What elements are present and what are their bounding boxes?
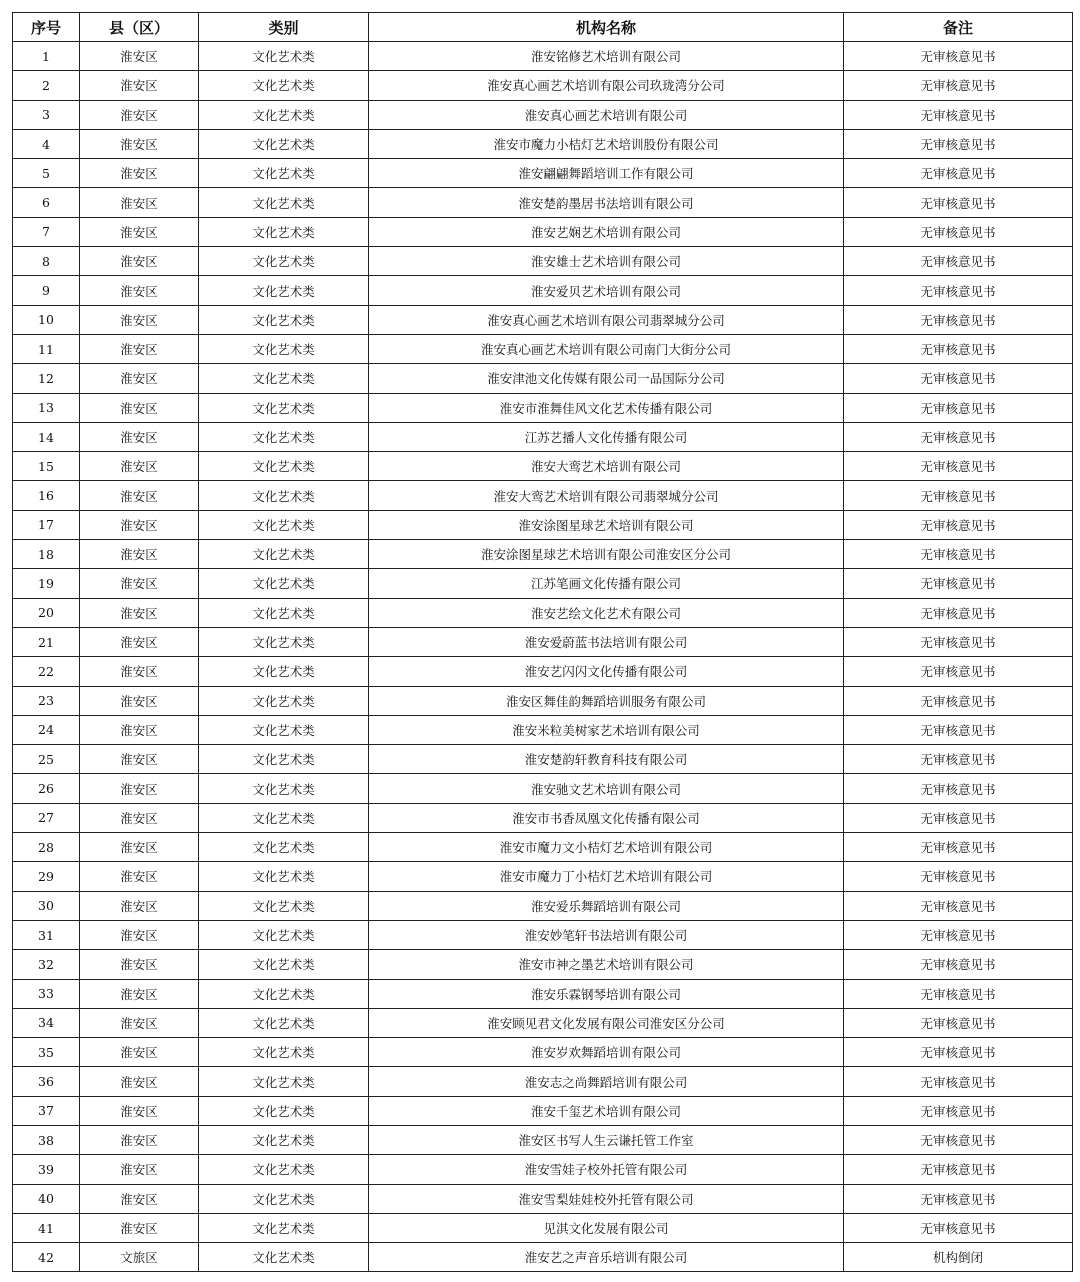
cell-county: 淮安区 <box>80 862 199 891</box>
cell-remark: 无审核意见书 <box>844 1008 1073 1037</box>
cell-category: 文化艺术类 <box>199 1155 369 1184</box>
cell-category: 文化艺术类 <box>199 71 369 100</box>
table-row <box>13 569 1073 598</box>
cell-county: 淮安区 <box>80 1213 199 1242</box>
cell-category: 文化艺术类 <box>199 364 369 393</box>
cell-county: 淮安区 <box>80 1038 199 1067</box>
cell-county: 淮安区 <box>80 657 199 686</box>
cell-index: 34 <box>13 1008 80 1037</box>
table-row <box>13 920 1073 949</box>
cell-remark: 无审核意见书 <box>844 686 1073 715</box>
cell-index: 11 <box>13 334 80 363</box>
table-row <box>13 100 1073 129</box>
cell-institution-name: 淮安大鸾艺术培训有限公司翡翠城分公司 <box>369 481 844 510</box>
cell-category: 文化艺术类 <box>199 481 369 510</box>
cell-institution-name: 淮安艺闪闪文化传播有限公司 <box>369 657 844 686</box>
cell-category: 文化艺术类 <box>199 686 369 715</box>
cell-institution-name: 淮安市书香凤凰文化传播有限公司 <box>369 803 844 832</box>
cell-institution-name: 淮安铭修艺术培训有限公司 <box>369 42 844 71</box>
cell-index: 8 <box>13 247 80 276</box>
cell-category: 文化艺术类 <box>199 1096 369 1125</box>
table-row <box>13 217 1073 246</box>
cell-county: 淮安区 <box>80 42 199 71</box>
cell-institution-name: 淮安涂图星球艺术培训有限公司淮安区分公司 <box>369 540 844 569</box>
cell-category: 文化艺术类 <box>199 276 369 305</box>
cell-index: 2 <box>13 71 80 100</box>
table-row <box>13 950 1073 979</box>
cell-index: 31 <box>13 920 80 949</box>
cell-remark: 无审核意见书 <box>844 71 1073 100</box>
cell-remark: 无审核意见书 <box>844 1155 1073 1184</box>
cell-county: 淮安区 <box>80 745 199 774</box>
cell-remark: 无审核意见书 <box>844 334 1073 363</box>
cell-remark: 无审核意见书 <box>844 1125 1073 1154</box>
table-row <box>13 510 1073 539</box>
cell-institution-name: 淮安市魔力文小桔灯艺术培训有限公司 <box>369 833 844 862</box>
cell-institution-name: 淮安爱蔚蓝书法培训有限公司 <box>369 627 844 656</box>
cell-institution-name: 见淇文化发展有限公司 <box>369 1213 844 1242</box>
cell-institution-name: 淮安爱贝艺术培训有限公司 <box>369 276 844 305</box>
cell-county: 淮安区 <box>80 100 199 129</box>
cell-index: 29 <box>13 862 80 891</box>
table-row <box>13 862 1073 891</box>
cell-index: 15 <box>13 452 80 481</box>
cell-index: 12 <box>13 364 80 393</box>
cell-institution-name: 淮安顾见君文化发展有限公司淮安区分公司 <box>369 1008 844 1037</box>
cell-county: 淮安区 <box>80 129 199 158</box>
cell-index: 21 <box>13 627 80 656</box>
cell-index: 28 <box>13 833 80 862</box>
cell-remark: 无审核意见书 <box>844 1067 1073 1096</box>
cell-remark: 无审核意见书 <box>844 188 1073 217</box>
cell-remark: 无审核意见书 <box>844 100 1073 129</box>
cell-county: 淮安区 <box>80 1008 199 1037</box>
table-row <box>13 774 1073 803</box>
cell-index: 38 <box>13 1125 80 1154</box>
table-row <box>13 334 1073 363</box>
cell-institution-name: 淮安妙笔轩书法培训有限公司 <box>369 920 844 949</box>
cell-county: 淮安区 <box>80 510 199 539</box>
cell-county: 淮安区 <box>80 950 199 979</box>
cell-institution-name: 淮安楚韵墨居书法培训有限公司 <box>369 188 844 217</box>
cell-index: 10 <box>13 305 80 334</box>
cell-institution-name: 江苏笔画文化传播有限公司 <box>369 569 844 598</box>
cell-remark: 无审核意见书 <box>844 891 1073 920</box>
cell-remark: 无审核意见书 <box>844 598 1073 627</box>
cell-category: 文化艺术类 <box>199 891 369 920</box>
cell-county: 淮安区 <box>80 715 199 744</box>
cell-remark: 无审核意见书 <box>844 217 1073 246</box>
cell-remark: 无审核意见书 <box>844 364 1073 393</box>
cell-remark: 无审核意见书 <box>844 774 1073 803</box>
table-row <box>13 686 1073 715</box>
table-row <box>13 627 1073 656</box>
cell-index: 24 <box>13 715 80 744</box>
cell-category: 文化艺术类 <box>199 803 369 832</box>
cell-category: 文化艺术类 <box>199 100 369 129</box>
cell-county: 淮安区 <box>80 422 199 451</box>
cell-remark: 无审核意见书 <box>844 42 1073 71</box>
cell-county: 淮安区 <box>80 979 199 1008</box>
cell-institution-name: 淮安驰文艺术培训有限公司 <box>369 774 844 803</box>
table-row <box>13 1096 1073 1125</box>
cell-institution-name: 淮安雄士艺术培训有限公司 <box>369 247 844 276</box>
cell-category: 文化艺术类 <box>199 540 369 569</box>
table-header <box>13 13 1073 42</box>
cell-remark: 无审核意见书 <box>844 481 1073 510</box>
cell-remark: 无审核意见书 <box>844 950 1073 979</box>
table-row <box>13 393 1073 422</box>
cell-county: 淮安区 <box>80 1067 199 1096</box>
cell-institution-name: 淮安雪梨娃娃校外托管有限公司 <box>369 1184 844 1213</box>
cell-institution-name: 淮安艺绘文化艺术有限公司 <box>369 598 844 627</box>
cell-remark: 无审核意见书 <box>844 510 1073 539</box>
cell-category: 文化艺术类 <box>199 42 369 71</box>
table-row <box>13 1125 1073 1154</box>
cell-category: 文化艺术类 <box>199 715 369 744</box>
cell-index: 5 <box>13 159 80 188</box>
table-row <box>13 598 1073 627</box>
cell-index: 20 <box>13 598 80 627</box>
cell-category: 文化艺术类 <box>199 422 369 451</box>
cell-remark: 无审核意见书 <box>844 540 1073 569</box>
cell-remark: 无审核意见书 <box>844 393 1073 422</box>
cell-county: 淮安区 <box>80 159 199 188</box>
cell-remark: 无审核意见书 <box>844 803 1073 832</box>
cell-category: 文化艺术类 <box>199 188 369 217</box>
header-county: 县（区） <box>80 13 199 42</box>
table-row <box>13 276 1073 305</box>
cell-index: 14 <box>13 422 80 451</box>
cell-index: 22 <box>13 657 80 686</box>
cell-remark: 机构倒闭 <box>844 1243 1073 1272</box>
cell-category: 文化艺术类 <box>199 129 369 158</box>
cell-institution-name: 淮安区舞佳韵舞蹈培训服务有限公司 <box>369 686 844 715</box>
cell-remark: 无审核意见书 <box>844 452 1073 481</box>
table-row <box>13 657 1073 686</box>
cell-institution-name: 淮安真心画艺术培训有限公司南门大街分公司 <box>369 334 844 363</box>
cell-county: 淮安区 <box>80 276 199 305</box>
cell-county: 淮安区 <box>80 334 199 363</box>
cell-index: 19 <box>13 569 80 598</box>
cell-index: 42 <box>13 1243 80 1272</box>
cell-county: 淮安区 <box>80 1125 199 1154</box>
cell-category: 文化艺术类 <box>199 569 369 598</box>
cell-county: 淮安区 <box>80 920 199 949</box>
table-row <box>13 188 1073 217</box>
cell-institution-name: 淮安市淮舞佳风文化艺术传播有限公司 <box>369 393 844 422</box>
cell-remark: 无审核意见书 <box>844 627 1073 656</box>
cell-county: 淮安区 <box>80 686 199 715</box>
cell-category: 文化艺术类 <box>199 920 369 949</box>
cell-index: 37 <box>13 1096 80 1125</box>
table-row <box>13 745 1073 774</box>
cell-institution-name: 淮安艺之声音乐培训有限公司 <box>369 1243 844 1272</box>
cell-county: 淮安区 <box>80 481 199 510</box>
header-row <box>13 13 1073 42</box>
cell-index: 9 <box>13 276 80 305</box>
cell-index: 35 <box>13 1038 80 1067</box>
cell-institution-name: 淮安志之尚舞蹈培训有限公司 <box>369 1067 844 1096</box>
cell-index: 33 <box>13 979 80 1008</box>
table-row <box>13 803 1073 832</box>
cell-index: 6 <box>13 188 80 217</box>
cell-remark: 无审核意见书 <box>844 862 1073 891</box>
cell-institution-name: 淮安爱乐舞蹈培训有限公司 <box>369 891 844 920</box>
cell-county: 淮安区 <box>80 71 199 100</box>
table-row <box>13 1038 1073 1067</box>
cell-index: 32 <box>13 950 80 979</box>
cell-institution-name: 淮安岁欢舞蹈培训有限公司 <box>369 1038 844 1067</box>
table-row <box>13 305 1073 334</box>
cell-category: 文化艺术类 <box>199 1243 369 1272</box>
cell-index: 23 <box>13 686 80 715</box>
table-row <box>13 1243 1073 1272</box>
cell-category: 文化艺术类 <box>199 627 369 656</box>
cell-institution-name: 淮安市魔力小桔灯艺术培训股份有限公司 <box>369 129 844 158</box>
cell-institution-name: 淮安雪娃子校外托管有限公司 <box>369 1155 844 1184</box>
cell-index: 7 <box>13 217 80 246</box>
table-body <box>13 42 1073 1272</box>
table-row <box>13 979 1073 1008</box>
cell-category: 文化艺术类 <box>199 862 369 891</box>
cell-category: 文化艺术类 <box>199 1125 369 1154</box>
cell-index: 26 <box>13 774 80 803</box>
cell-remark: 无审核意见书 <box>844 1096 1073 1125</box>
table-row <box>13 42 1073 71</box>
cell-remark: 无审核意见书 <box>844 715 1073 744</box>
cell-county: 淮安区 <box>80 540 199 569</box>
header-category: 类别 <box>199 13 369 42</box>
cell-county: 淮安区 <box>80 305 199 334</box>
cell-institution-name: 淮安市神之墨艺术培训有限公司 <box>369 950 844 979</box>
table-row <box>13 833 1073 862</box>
cell-remark: 无审核意见书 <box>844 159 1073 188</box>
cell-remark: 无审核意见书 <box>844 1213 1073 1242</box>
cell-remark: 无审核意见书 <box>844 569 1073 598</box>
cell-county: 淮安区 <box>80 452 199 481</box>
cell-institution-name: 淮安楚韵轩教育科技有限公司 <box>369 745 844 774</box>
cell-remark: 无审核意见书 <box>844 247 1073 276</box>
cell-county: 淮安区 <box>80 217 199 246</box>
table-row <box>13 1008 1073 1037</box>
cell-county: 淮安区 <box>80 364 199 393</box>
cell-remark: 无审核意见书 <box>844 422 1073 451</box>
cell-index: 4 <box>13 129 80 158</box>
cell-institution-name: 淮安乐霖钢琴培训有限公司 <box>369 979 844 1008</box>
table-row <box>13 159 1073 188</box>
cell-institution-name: 淮安津池文化传媒有限公司一品国际分公司 <box>369 364 844 393</box>
cell-category: 文化艺术类 <box>199 334 369 363</box>
cell-county: 淮安区 <box>80 833 199 862</box>
cell-category: 文化艺术类 <box>199 774 369 803</box>
table-row <box>13 481 1073 510</box>
cell-category: 文化艺术类 <box>199 159 369 188</box>
cell-remark: 无审核意见书 <box>844 920 1073 949</box>
cell-category: 文化艺术类 <box>199 745 369 774</box>
cell-category: 文化艺术类 <box>199 833 369 862</box>
cell-index: 36 <box>13 1067 80 1096</box>
cell-index: 16 <box>13 481 80 510</box>
cell-index: 40 <box>13 1184 80 1213</box>
cell-category: 文化艺术类 <box>199 1184 369 1213</box>
table-row <box>13 71 1073 100</box>
table-row <box>13 1213 1073 1242</box>
cell-county: 淮安区 <box>80 803 199 832</box>
cell-index: 13 <box>13 393 80 422</box>
cell-index: 25 <box>13 745 80 774</box>
cell-county: 淮安区 <box>80 1184 199 1213</box>
cell-remark: 无审核意见书 <box>844 129 1073 158</box>
header-institution-name: 机构名称 <box>369 13 844 42</box>
cell-county: 淮安区 <box>80 598 199 627</box>
cell-category: 文化艺术类 <box>199 510 369 539</box>
cell-category: 文化艺术类 <box>199 1067 369 1096</box>
cell-remark: 无审核意见书 <box>844 276 1073 305</box>
cell-county: 淮安区 <box>80 393 199 422</box>
table-row <box>13 129 1073 158</box>
table-row <box>13 1067 1073 1096</box>
cell-index: 17 <box>13 510 80 539</box>
header-remark: 备注 <box>844 13 1073 42</box>
cell-county: 淮安区 <box>80 188 199 217</box>
cell-institution-name: 淮安区书写人生云谦托管工作室 <box>369 1125 844 1154</box>
cell-remark: 无审核意见书 <box>844 745 1073 774</box>
cell-remark: 无审核意见书 <box>844 1184 1073 1213</box>
header-index: 序号 <box>13 13 80 42</box>
table-row <box>13 715 1073 744</box>
cell-remark: 无审核意见书 <box>844 833 1073 862</box>
cell-county: 淮安区 <box>80 1155 199 1184</box>
cell-index: 1 <box>13 42 80 71</box>
table-row <box>13 540 1073 569</box>
cell-index: 41 <box>13 1213 80 1242</box>
cell-index: 3 <box>13 100 80 129</box>
table-row <box>13 1155 1073 1184</box>
cell-institution-name: 淮安千玺艺术培训有限公司 <box>369 1096 844 1125</box>
cell-county: 文旅区 <box>80 1243 199 1272</box>
cell-county: 淮安区 <box>80 774 199 803</box>
cell-remark: 无审核意见书 <box>844 305 1073 334</box>
table-row <box>13 452 1073 481</box>
cell-institution-name: 淮安真心画艺术培训有限公司玖珑湾分公司 <box>369 71 844 100</box>
table-row <box>13 422 1073 451</box>
cell-county: 淮安区 <box>80 1096 199 1125</box>
table-row <box>13 364 1073 393</box>
cell-institution-name: 淮安艺娴艺术培训有限公司 <box>369 217 844 246</box>
cell-category: 文化艺术类 <box>199 1213 369 1242</box>
table-row <box>13 247 1073 276</box>
cell-category: 文化艺术类 <box>199 1008 369 1037</box>
cell-institution-name: 淮安真心画艺术培训有限公司翡翠城分公司 <box>369 305 844 334</box>
cell-county: 淮安区 <box>80 569 199 598</box>
cell-institution-name: 江苏艺播人文化传播有限公司 <box>369 422 844 451</box>
table-row <box>13 1184 1073 1213</box>
cell-institution-name: 淮安真心画艺术培训有限公司 <box>369 100 844 129</box>
cell-county: 淮安区 <box>80 247 199 276</box>
cell-index: 18 <box>13 540 80 569</box>
cell-institution-name: 淮安市魔力丁小桔灯艺术培训有限公司 <box>369 862 844 891</box>
cell-category: 文化艺术类 <box>199 657 369 686</box>
cell-remark: 无审核意见书 <box>844 979 1073 1008</box>
cell-institution-name: 淮安大鸾艺术培训有限公司 <box>369 452 844 481</box>
cell-category: 文化艺术类 <box>199 393 369 422</box>
cell-category: 文化艺术类 <box>199 1038 369 1067</box>
cell-category: 文化艺术类 <box>199 247 369 276</box>
cell-index: 27 <box>13 803 80 832</box>
institution-table <box>12 12 1073 1272</box>
cell-index: 30 <box>13 891 80 920</box>
cell-institution-name: 淮安米粒美树家艺术培训有限公司 <box>369 715 844 744</box>
cell-index: 39 <box>13 1155 80 1184</box>
cell-category: 文化艺术类 <box>199 452 369 481</box>
cell-category: 文化艺术类 <box>199 217 369 246</box>
cell-remark: 无审核意见书 <box>844 657 1073 686</box>
table-row <box>13 891 1073 920</box>
cell-remark: 无审核意见书 <box>844 1038 1073 1067</box>
cell-category: 文化艺术类 <box>199 950 369 979</box>
cell-category: 文化艺术类 <box>199 598 369 627</box>
cell-category: 文化艺术类 <box>199 305 369 334</box>
cell-category: 文化艺术类 <box>199 979 369 1008</box>
cell-county: 淮安区 <box>80 627 199 656</box>
cell-county: 淮安区 <box>80 891 199 920</box>
cell-institution-name: 淮安涂图星球艺术培训有限公司 <box>369 510 844 539</box>
cell-institution-name: 淮安翩翩舞蹈培训工作有限公司 <box>369 159 844 188</box>
